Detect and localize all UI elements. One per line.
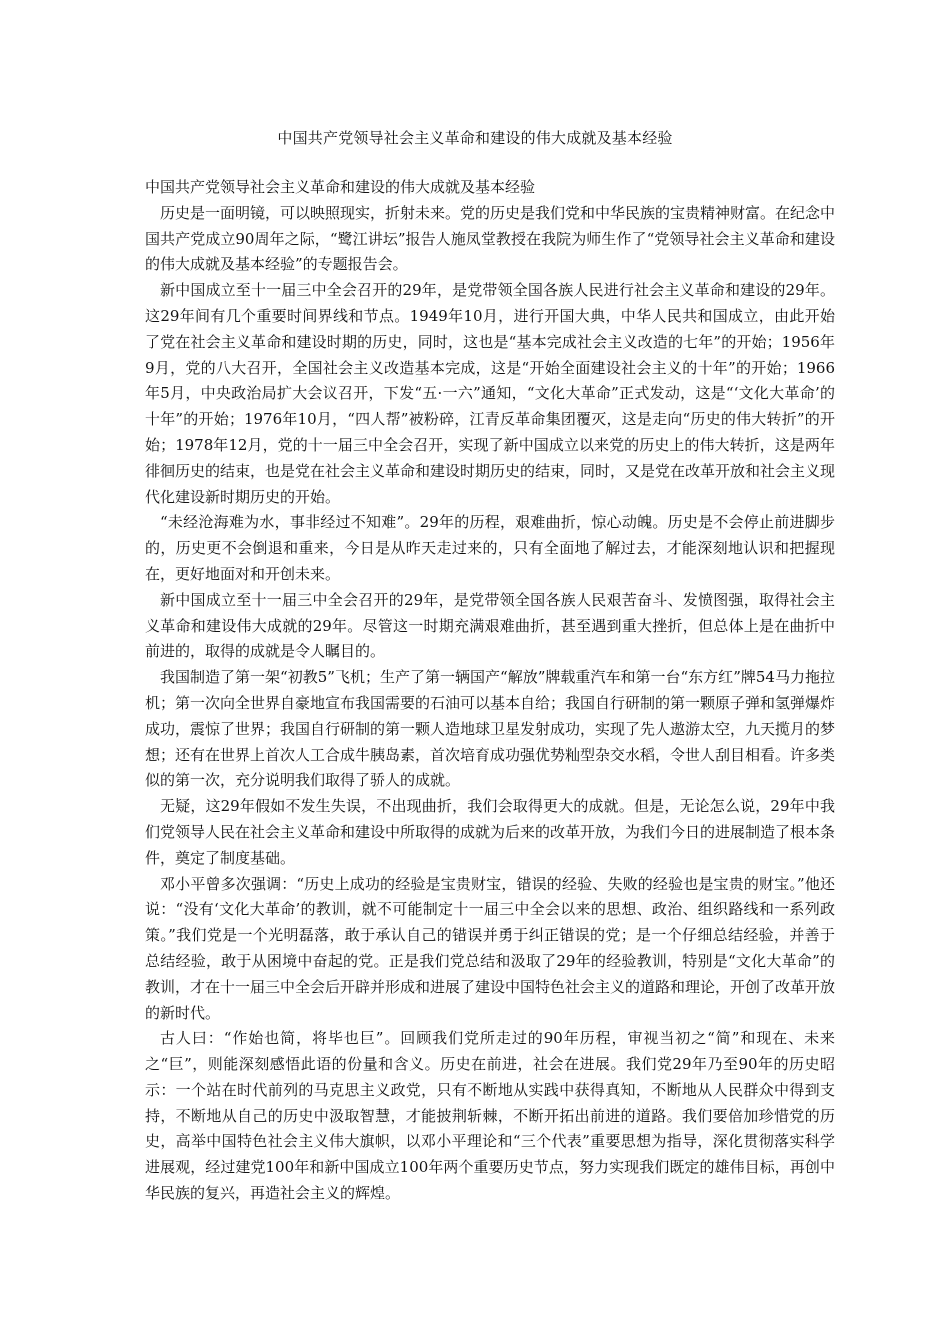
document-subtitle: 中国共产党领导社会主义革命和建设的伟大成就及基本经验: [145, 178, 536, 196]
paragraph-deng-xiaoping: 邓小平曾多次强调：“历史上成功的经验是宝贵财宝，错误的经验、失败的经验也是宝贵的财宝。”他还说：“没有‘文化大革命’的教训，就不可能制定十一届三中全会以来的思想、政治、组织路线和一系列政策。”我们党是一个光明磊落，敢于承认自己的错误并勇于纠正错误的党；是一个仔细总结经验，并善于总结经验，敢于从困境中奋起的党。正是我们党总结和汲取了29年的经验教训，特别是“文化大革命”的教训，才在十一届三中全会后开辟并形成和进展了建设中国特色社会主义的道路和理论，开创了改革开放的新时代。: [145, 874, 836, 1022]
paragraph-conclusion: 古人曰：“作始也简，将毕也巨”。回顾我们党所走过的90年历程，审视当初之“简”和现在、未来之“巨”，则能深刻感悟此语的份量和含义。历史在前进，社会在进展。我们党29年乃至90年的历史昭示：一个站在时代前列的马克思主义政党，只有不断地从实践中获得真知，不断地从人民群众中得到支持，不断地从自己的历史中汲取智慧，才能披荆斩棘，不断开拓出前进的道路。我们要倍加珍惜党的历史，高举中国特色社会主义伟大旗帜，以邓小平理论和“三个代表”重要思想为指导，深化贯彻落实科学进展观，经过建党100年和新中国成立100年两个重要历史节点，努力实现我们既定的雄伟目标，再创中华民族的复兴，再造社会主义的辉煌。: [145, 1029, 835, 1203]
document-title: 中国共产党领导社会主义革命和建设的伟大成就及基本经验: [277, 129, 673, 147]
paragraph-achievements-list: 我国制造了第一架“初教5”飞机；生产了第一辆国产“解放”牌载重汽车和第一台“东方红”牌54马力拖拉机；第一次向全世界自豪地宣布我国需要的石油可以基本自给；我国自行研制的第一颗原子弹和氢弹爆炸成功，震惊了世界；我国自行研制的第一颗人造地球卫星发射成功，实现了先人遨游太空，九天揽月的梦想；还有在世界上首次人工合成牛胰岛素，首次培育成功强优势籼型杂交水稻，令世人刮目相看。许多类似的第一次，充分说明我们取得了骄人的成就。: [145, 668, 836, 790]
paragraph-timeline: 新中国成立至十一届三中全会召开的29年，是党带领全国各族人民进行社会主义革命和建设的29年。这29年间有几个重要时间界线和节点。1949年10月，进行开国大典，中华人民共和国成立，由此开始了党在社会主义革命和建设时期的历史，同时，这也是“基本完成社会主义改造的七年”的开始；1956年9月，党的八大召开，全国社会主义改造基本完成，这是“开始全面建设社会主义的十年”的开始；1966年5月，中央政治局扩大会议召开，下发“五·一六”通知，“文化大革命”正式发动，这是“‘文化大革命’的十年”的开始；1976年10月，“四人帮”被粉碎，江青反革命集团覆灭，这是走向“历史的伟大转折”的开始；1978年12月，党的十一届三中全会召开，实现了新中国成立以来党的历史上的伟大转折，这是两年徘徊历史的结束，也是党在社会主义革命和建设时期历史的结束，同时，又是党在改革开放和社会主义现代化建设新时期历史的开始。: [145, 281, 836, 506]
document-body: [145, 175, 835, 1207]
paragraph-foundation: 无疑，这29年假如不发生失误，不出现曲折，我们会取得更大的成就。但是，无论怎么说，29年中我们党领导人民在社会主义革命和建设中所取得的成就为后来的改革开放，为我们今日的进展制造了根本条件，奠定了制度基础。: [145, 797, 836, 867]
paragraph-achievements-summary: 新中国成立至十一届三中全会召开的29年，是党带领全国各族人民艰苦奋斗、发愤图强，取得社会主义革命和建设伟大成就的29年。尽管这一时期充满艰难曲折，甚至遇到重大挫折，但总体上是在曲折中前进的，取得的成就是令人瞩目的。: [145, 590, 835, 661]
paragraph-intro: 历史是一面明镜，可以映照现实，折射未来。党的历史是我们党和中华民族的宝贵精神财富。在纪念中国共产党成立90周年之际，“鹭江讲坛”报告人施凤堂教授在我院为师生作了“党领导社会主义革命和建设的伟大成就及基本经验”的专题报告会。: [145, 203, 836, 274]
paragraph-history-lesson: “未经沧海难为水，事非经过不知难”。29年的历程，艰难曲折，惊心动魄。历史是不会停止前进脚步的，历史更不会倒退和重来，今日是从昨天走过来的，只有全面地了解过去，才能深刻地认识和把握现在，更好地面对和开创未来。: [145, 513, 835, 583]
